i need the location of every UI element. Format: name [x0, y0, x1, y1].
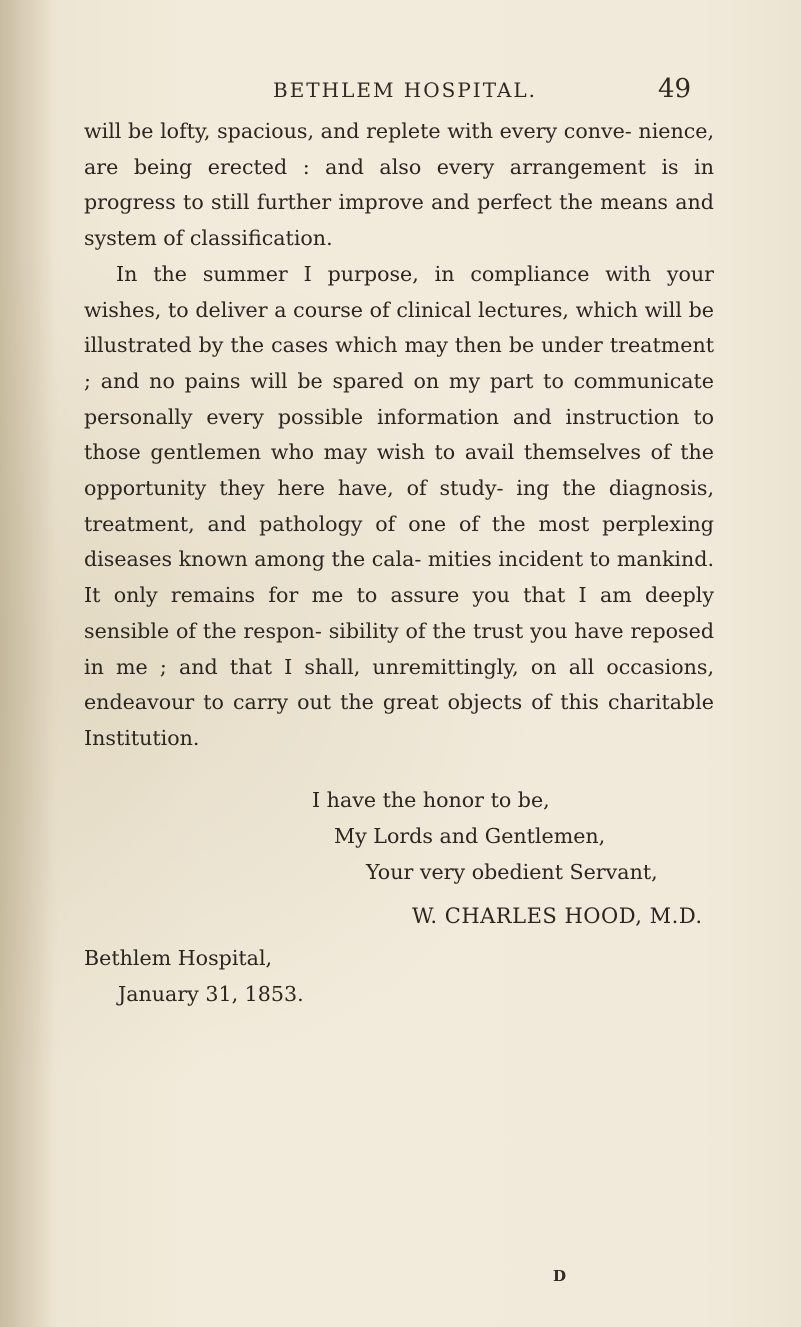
page-number: 49 [658, 74, 692, 104]
spine-shadow [0, 0, 55, 1327]
closing-line-servant: Your very obedient Servant, [366, 860, 658, 884]
closing-line-honor: I have the honor to be, [312, 788, 550, 812]
signature-mark: D [553, 1267, 567, 1285]
running-head [0, 74, 801, 108]
running-title: BETHLEM HOSPITAL. [273, 78, 538, 102]
closing-date: January 31, 1853. [118, 982, 304, 1006]
signature: W. CHARLES HOOD, M.D. [412, 904, 703, 928]
paragraph-1: will be lofty, spacious, and replete with every conve- nience, are being erected : and also every arrangement is in progress to still further improve and perfect the means and system of classification. [84, 119, 714, 251]
body-text [84, 114, 714, 757]
paragraph-2: In the summer I purpose, in compliance with your wishes, to deliver a course of clinical lectures, which will be illustrated by the cases which may then be under treatment ; and no pains will be spared on my part to communicate personally every possible information and instruction to those gentlemen who may wish to avail themselves of the opportunity they here have, of study- ing the diagnosis, treatment, and pathology of one of the most perplexing diseases known among the cala- mities incident to mankind. It only remains for me to assure you that I am deeply sensible of the respon- sibility of the trust you have reposed in me ; and that I shall, unremittingly, on all occasions, endeavour to carry out the great objects of this charitable Institution. [84, 261, 714, 750]
closing-place: Bethlem Hospital, [84, 946, 273, 970]
closing-line-salutation: My Lords and Gentlemen, [334, 824, 606, 848]
